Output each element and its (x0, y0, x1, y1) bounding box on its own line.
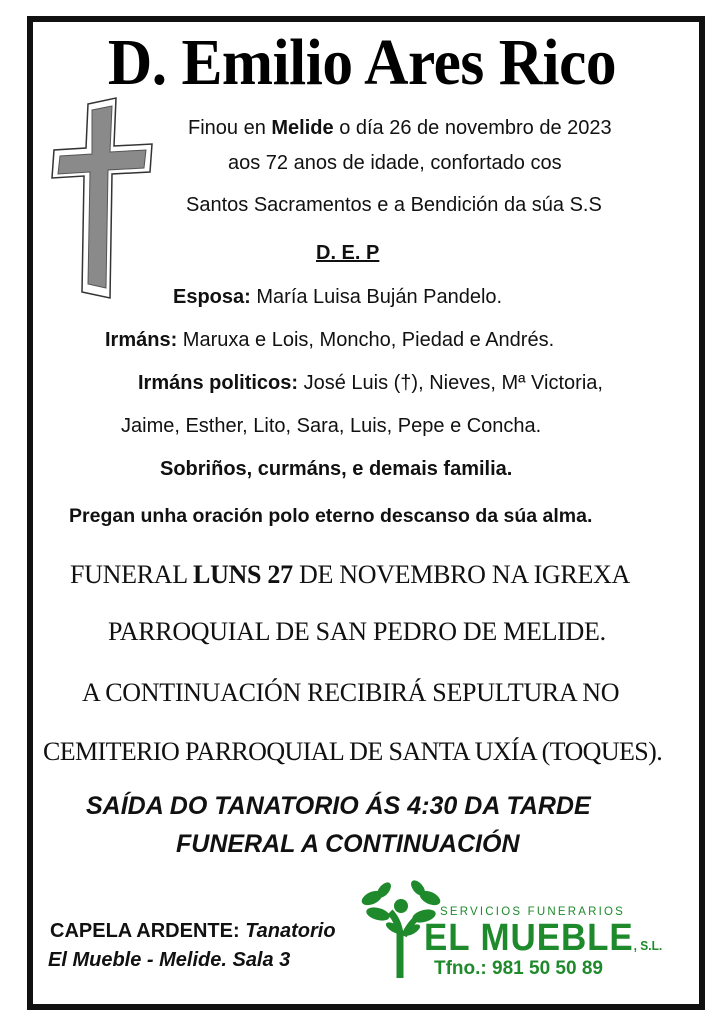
intro-text: Finou en (188, 117, 272, 139)
in-laws-label: Irmáns politicos: (138, 372, 299, 394)
departure-line-2: FUNERAL A CONTINUACIÓN (176, 830, 520, 858)
family-others: Sobriños, curmáns, e demais familia. (160, 458, 513, 480)
intro-place: Melide (271, 117, 334, 139)
deceased-name: D. Emilio Ares Rico (107, 26, 617, 99)
logo-tagline: SERVICIOS FUNERARIOS (440, 906, 626, 918)
logo-suffix: , S.L. (633, 938, 663, 953)
funeral-church: DE NOVEMBRO NA IGREXA (292, 560, 630, 589)
spouse-value: María Luisa Buján Pandelo. (250, 286, 503, 308)
logo-phone: Tfno.: 981 50 50 89 (434, 958, 603, 979)
chapel-line-1 (50, 918, 336, 944)
intro-date: o día 26 de novembro de 2023 (333, 117, 612, 139)
family-siblings (105, 327, 554, 353)
intro-line-2: aos 72 anos de idade, confortado cos (228, 152, 562, 174)
prayer-request: Pregan unha oración polo eterno descanso da súa alma. (69, 505, 593, 527)
in-laws-value: José Luis (†), Nieves, Mª Victoria, (298, 372, 603, 394)
departure-line-1: SAÍDA DO TANATORIO ÁS 4:30 DA TARDE (86, 792, 591, 820)
chapel-line-2: El Mueble - Melide. Sala 3 (48, 949, 291, 971)
intro-line-1 (188, 115, 612, 141)
funeral-line-4: CEMITERIO PARROQUIAL DE SANTA UXÍA (TOQUES). (43, 737, 663, 766)
family-spouse (173, 284, 502, 310)
funeral-line-1 (70, 559, 630, 591)
cross-icon (48, 96, 156, 300)
funeral-date: LUNS 27 (193, 560, 293, 589)
chapel-value: Tanatorio (239, 920, 336, 942)
funeral-home-logo (360, 878, 680, 982)
logo-brand-name: EL MUEBLE (424, 917, 634, 959)
funeral-line-3: A CONTINUACIÓN RECIBIRÁ SEPULTURA NO (82, 678, 620, 707)
siblings-label: Irmáns: (105, 329, 178, 351)
siblings-value: Maruxa e Lois, Moncho, Piedad e Andrés. (177, 329, 555, 351)
family-in-laws (138, 370, 603, 396)
intro-line-3: Santos Sacramentos e a Bendición da súa S.S (186, 194, 602, 216)
chapel-label: CAPELA ARDENTE: (50, 920, 240, 942)
funeral-line-2: PARROQUIAL DE SAN PEDRO DE MELIDE. (108, 617, 606, 646)
dep-heading: D. E. P (316, 242, 380, 264)
spouse-label: Esposa: (173, 286, 251, 308)
family-in-laws-2: Jaime, Esther, Lito, Sara, Luis, Pepe e Concha. (121, 415, 542, 437)
funeral-label: FUNERAL (70, 560, 194, 589)
